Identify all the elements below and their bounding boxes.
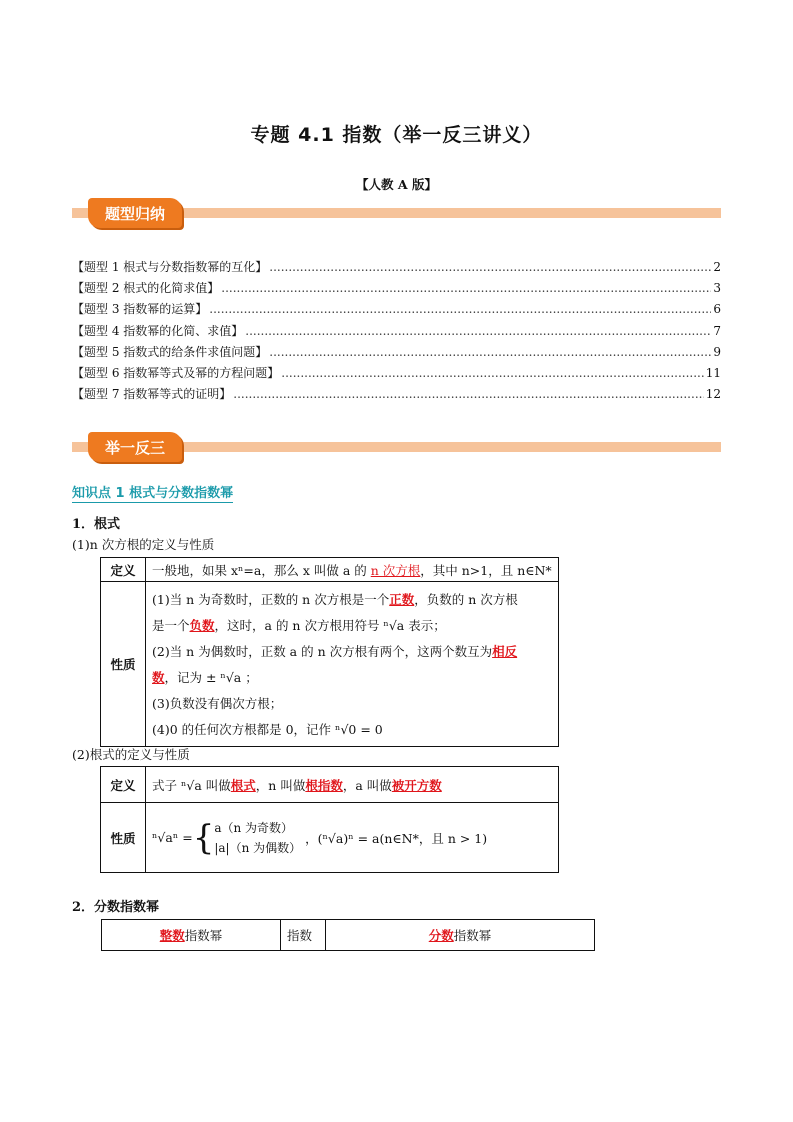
toc-item[interactable]: 【题型 4 指数幂的化简、求值】 ..... 7: [72, 322, 721, 343]
toc-item[interactable]: 【题型 5 指数式的给条件求值问题】 ..... 9: [72, 343, 721, 364]
section-badge-practice: 举一反三: [88, 432, 182, 462]
knowledge-point-title: 知识点 1 根式与分数指数幂: [72, 482, 233, 503]
heading-fractional-exponent: 2．分数指数幂: [72, 900, 160, 915]
toc-item[interactable]: 【题型 3 指数幂的运算】 ..... 6: [72, 300, 721, 321]
table2-def-cell: 式子 ⁿ√a 叫做根式，n 叫做根指数，a 叫做被开方数: [146, 767, 559, 803]
brace-icon: {: [192, 817, 215, 858]
page-subtitle: 【人教 A 版】: [356, 177, 437, 192]
heading-radicals: 1．根式: [72, 517, 121, 532]
toc-item[interactable]: 【题型 2 根式的化简求值】 ..... 3: [72, 279, 721, 300]
subheading-radical-def: (2)根式的定义与性质: [72, 747, 190, 762]
table3-cell-exponent: 指数: [281, 920, 326, 951]
toc-item[interactable]: 【题型 6 指数幂等式及幂的方程问题】 ..... 11: [72, 364, 721, 385]
formula-rhs: ，(ⁿ√a)ⁿ = a(n∈N*，且 n > 1): [305, 830, 488, 846]
table3-cell-fraction: 分数指数幂: [326, 920, 595, 951]
radical-table: [100, 766, 559, 873]
exponent-table: [101, 919, 595, 951]
nth-root-table: [100, 557, 559, 747]
table1-prop-head: 性质: [101, 582, 146, 747]
table2-prop-head: 性质: [101, 803, 146, 873]
table2-def-head: 定义: [101, 767, 146, 803]
table1-def-cell: 一般地，如果 xⁿ=a，那么 x 叫做 a 的 n 次方根，其中 n>1，且 n∈N*: [146, 558, 559, 582]
toc-item[interactable]: 【题型 7 指数幂等式的证明】 ..... 12: [72, 385, 721, 406]
page-title: 专题 4.1 指数（举一反三讲义）: [250, 124, 543, 146]
table-of-contents: [72, 258, 721, 406]
formula-lhs: ⁿ√aⁿ =: [152, 830, 193, 845]
table1-def-head: 定义: [101, 558, 146, 582]
case-odd: a（n 为奇数）: [214, 820, 294, 835]
subheading-nth-root: (1)n 次方根的定义与性质: [72, 537, 215, 552]
table2-prop-cell: [146, 803, 559, 873]
toc-item[interactable]: 【题型 1 根式与分数指数幂的互化】 ..... 2: [72, 258, 721, 279]
table1-prop-cell: (1)当 n 为奇数时，正数的 n 次方根是一个 正数 ，负数的 n 次方根 是一个 负数 ，这时，a 的 n 次方根用符号 ⁿ√a 表示； (2)当 n 为偶数时，正数 a 的 n 次方根有两个，这两个数互为 相反 数 ，记为 ± ⁿ√a ； (3)负数没有偶次方根； (4)0 的任何次方根都是 0，记作 ⁿ√0 = 0: [146, 582, 559, 747]
section-badge-types: 题型归纳: [88, 198, 182, 228]
case-even: |a|（n 为偶数）: [214, 840, 302, 855]
table3-cell-integer: 整数指数幂: [102, 920, 281, 951]
